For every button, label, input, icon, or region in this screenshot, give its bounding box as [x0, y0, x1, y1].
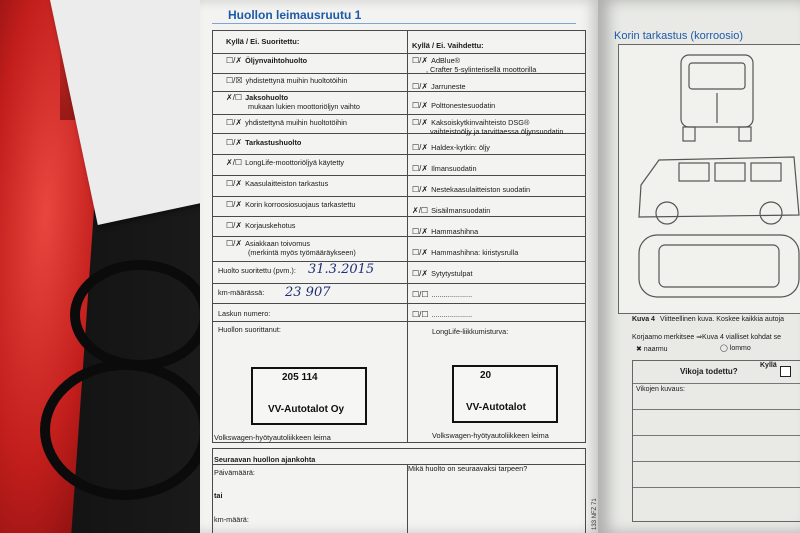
check-row: ✗/☐ Sisäilmansuodatin — [412, 206, 491, 215]
figure-caption: Kuva 4 — [632, 316, 655, 323]
figure-text: Viitteellinen kuva. Koskee kaikkia autoja — [660, 316, 785, 323]
next-km-label: km-määrä: — [214, 515, 249, 524]
service-date-handwritten: 31.3.2015 — [308, 262, 375, 277]
next-or-label: tai — [214, 491, 223, 500]
row-divider — [213, 261, 585, 262]
check-row: ☐/✗ Polttonestesuodatin — [412, 101, 496, 110]
check-row: ☐/✗ Korin korroosiosuojaus tarkastettu — [226, 200, 356, 209]
defects-yes-label: Kyllä — [760, 362, 777, 369]
row-divider — [633, 383, 800, 384]
longlife-stamp-name: VV-Autotalot — [466, 402, 526, 413]
defects-description-label: Vikojen kuvaus: — [636, 386, 685, 393]
next-date-label: Päivämäärä: — [214, 468, 255, 477]
longlife-stamp — [452, 365, 558, 423]
check-row-sub: , Crafter 5-sylinterisellä moottorilla — [426, 65, 537, 74]
defects-yes-checkbox — [780, 366, 791, 377]
longlife-stamp-number: 20 — [480, 370, 492, 381]
black-cable — [40, 360, 210, 500]
marking-instruction: Korjaamo merkitsee ⇒Kuva 4 vialliset kohdat se — [632, 334, 782, 341]
check-row: ☐/✗ Nestekaasulaitteiston suodatin — [412, 185, 531, 194]
row-divider — [213, 236, 585, 237]
vehicle-diagram — [619, 45, 800, 313]
odometer-label: km-määrässä: — [218, 288, 265, 297]
body-inspection-title: Korin tarkastus (korroosio) — [614, 30, 743, 42]
longlife-label: LongLife-liikkumisturva: — [432, 327, 509, 336]
check-row: ☐/✗ AdBlue® — [412, 56, 461, 65]
title-divider — [212, 23, 576, 24]
row-divider — [213, 91, 585, 92]
legend-dent: ◯ lommo — [720, 345, 751, 352]
check-row: ☐/✗ Asiakkaan toivomus — [226, 239, 311, 248]
check-row: ☐/✗ Tarkastushuolto — [226, 138, 302, 147]
dealer-stamp-number: 205 114 — [282, 372, 318, 383]
row-divider — [633, 461, 800, 462]
check-row: ☐/✗ Öljynvaihtohuolto — [226, 56, 308, 65]
dealer-stamp-caption: Volkswagen-hyötyautoliikkeen leima — [214, 433, 331, 442]
check-row-sub: mukaan lukien moottoriöljyn vaihto — [248, 102, 360, 111]
service-date-label: Huolto suoritettu (pvm.): — [218, 266, 296, 275]
defects-grid — [632, 360, 800, 522]
longlife-stamp-caption: Volkswagen-hyötyautoliikkeen leima — [432, 431, 549, 440]
check-row: ☐/☐ .................... — [412, 290, 473, 299]
vehicle-diagram-box — [618, 44, 800, 314]
odometer-handwritten: 23 907 — [285, 285, 331, 300]
check-row: ☐/✗ Jarruneste — [412, 82, 466, 91]
row-divider — [213, 154, 585, 155]
row-divider — [213, 464, 585, 465]
check-row: ☐/✗ Korjauskehotus — [226, 221, 296, 230]
row-divider — [213, 216, 585, 217]
dealer-stamp-name: VV-Autotalot Oy — [268, 404, 345, 415]
check-row-sub: (merkintä myös työmääräykseen) — [248, 248, 356, 257]
black-cable — [70, 260, 210, 370]
left-column-header: Kyllä / Ei. Suoritettu: — [226, 37, 300, 46]
check-row: ☐/✗ Sytytystulpat — [412, 269, 473, 278]
check-row: ☐/✗ Kaasulaitteiston tarkastus — [226, 179, 329, 188]
invoice-label: Laskun numero: — [218, 309, 271, 318]
row-divider — [213, 283, 585, 284]
check-row: ✗/☐ Jaksohuolto — [226, 93, 289, 102]
check-row: ☐/✗ Haldex-kytkin: öljy — [412, 143, 490, 152]
page-code: 133 NFZ 71 — [592, 498, 598, 530]
row-divider — [213, 175, 585, 176]
check-row: ☐/✗ Ilmansuodatin — [412, 164, 477, 173]
row-divider — [213, 321, 585, 322]
check-row: ☐/✗ Hammashihna — [412, 227, 479, 236]
row-divider — [213, 303, 585, 304]
row-divider — [633, 487, 800, 488]
next-service-title: Seuraavan huollon ajankohta — [214, 455, 316, 464]
check-row: ✗/☐ LongLife-moottoriöljyä käytetty — [226, 158, 345, 167]
row-divider — [213, 196, 585, 197]
defects-question: Vikoja todettu? — [680, 367, 738, 376]
legend-scratch: ✖ naarmu — [636, 346, 668, 353]
check-row: ☐/✗ yhdistettynä muihin huoltotöihin — [226, 118, 347, 127]
row-divider — [213, 114, 585, 115]
check-row-sub: vaihteistoöljy ja tarvittaessa öljynsuodatin — [430, 127, 564, 136]
check-row: ☐/☒ yhdistettynä muihin huoltotöihin — [226, 76, 348, 85]
column-divider — [407, 464, 408, 533]
row-divider — [213, 53, 585, 54]
performed-by-label: Huollon suorittanut: — [218, 325, 281, 334]
check-row: ☐/✗ Hammashihna: kiristysrulla — [412, 248, 519, 257]
right-column-header: Kyllä / Ei. Vaihdettu: — [412, 41, 484, 50]
check-row: ☐/☐ .................... — [412, 310, 473, 319]
form-title: Huollon leimausruutu 1 — [228, 8, 362, 22]
check-row: ☐/✗ Kaksoiskytkinvaihteisto DSG® — [412, 118, 530, 127]
row-divider — [633, 409, 800, 410]
next-service-question: Mikä huolto on seuraavaksi tarpeen? — [408, 464, 528, 473]
row-divider — [633, 435, 800, 436]
